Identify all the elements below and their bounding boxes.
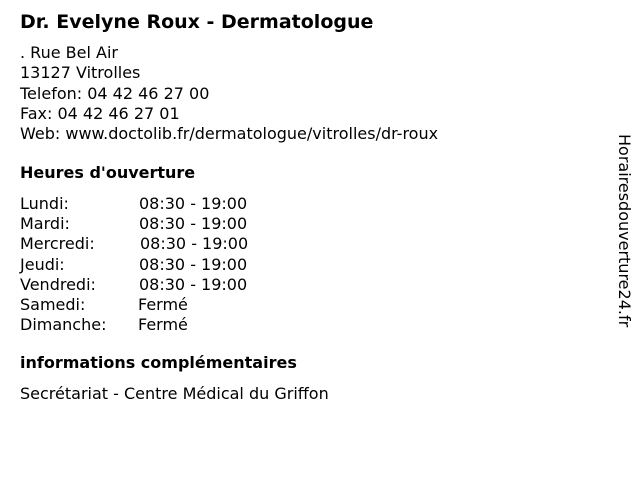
time-value: 08:30 - 19:00	[139, 214, 248, 234]
time-value: 08:30 - 19:00	[139, 194, 248, 213]
day-label: Lundi:	[20, 194, 69, 213]
day-label: Dimanche:	[20, 315, 107, 335]
time-value: 08:30 - 19:00	[139, 254, 248, 274]
city-address: 13127 Vitrolles	[20, 63, 141, 83]
street-address: . Rue Bel Air	[20, 43, 118, 62]
day-label: Samedi:	[20, 294, 86, 314]
info-text: Secrétariat - Centre Médical du Griffon	[20, 384, 329, 403]
time-value: Fermé	[138, 315, 188, 335]
time-value: 08:30 - 19:00	[140, 234, 249, 254]
time-value: Fermé	[138, 294, 188, 314]
page-title: Dr. Evelyne Roux - Dermatologue	[20, 11, 374, 33]
day-label: Jeudi:	[20, 254, 65, 274]
time-value: 08:30 - 19:00	[139, 274, 248, 294]
website-link: Web: www.doctolib.fr/dermatologue/vitrolles/dr-roux	[20, 124, 439, 144]
contact-block	[20, 43, 438, 144]
day-label: Mardi:	[20, 214, 70, 234]
phone-number: Telefon: 04 42 46 27 00	[20, 83, 210, 103]
info-heading: informations complémentaires	[20, 353, 297, 372]
day-label: Mercredi:	[20, 234, 95, 254]
brand-watermark: Horairesdouverture24.fr	[615, 134, 634, 328]
hours-heading: Heures d'ouverture	[20, 163, 196, 182]
day-label: Vendredi:	[20, 274, 96, 294]
fax-number: Fax: 04 42 46 27 01	[20, 103, 180, 123]
